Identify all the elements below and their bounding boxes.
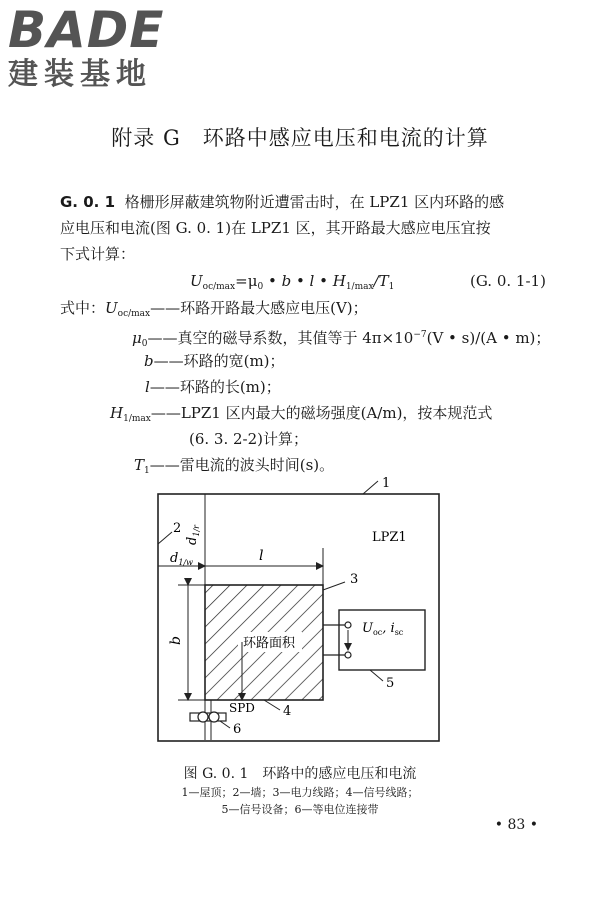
def-mu-sub: 0 — [141, 339, 148, 349]
def-u-symbol: U — [105, 299, 118, 317]
figure-legend-2: 5—信号设备；6—等电位连接带 — [221, 803, 379, 816]
formula-rhs-3-sub: 1 — [388, 282, 395, 292]
callout-2-leader — [158, 532, 172, 544]
formula-rhs-2: • b • l • H — [263, 272, 346, 290]
def-u-sub: oc/max — [117, 309, 151, 319]
def-b-symbol: b — [144, 352, 154, 370]
intro-text-1: 格栅形屏蔽建筑物附近遭雷击时，在 LPZ1 区内环路的感 — [124, 193, 505, 211]
def-u-desc: ——环路开路最大感应电压(V)； — [150, 299, 368, 317]
def-l-symbol: l — [145, 378, 150, 396]
def-t-symbol: T — [134, 456, 145, 474]
terminal-bot — [345, 652, 351, 658]
callout-1: 1 — [382, 476, 391, 491]
spd-device-2 — [209, 712, 219, 722]
intro-line-2: 应电压和电流(图 G. 0. 1)在 LPZ1 区，其开路最大感应电压宜按 — [60, 219, 491, 237]
uoc-isc-label: $U_{oc}$, $i_{sc}$ — [362, 621, 404, 637]
def-mu-desc-sup: −7 — [413, 330, 427, 340]
formula-lhs-sub: oc/max — [202, 282, 236, 292]
def-h-desc: ——LPZ1 区内最大的磁场强度(A/m)，按本规范式 — [150, 404, 493, 422]
spd-device-1 — [198, 712, 208, 722]
intro-line-3: 下式计算： — [60, 245, 136, 263]
dim-roof-label: $d_{1/r}$ — [185, 525, 201, 545]
def-b-desc: ——环路的宽(m)； — [153, 352, 285, 370]
zone-label: LPZ1 — [372, 530, 407, 545]
loop-area-label: 环路面积 — [243, 636, 296, 651]
callout-5-leader — [370, 670, 383, 681]
definition-h-cont: (6. 3. 2-2)计算； — [189, 430, 309, 448]
formula-lhs: U — [190, 272, 203, 290]
logo-subtitle: 建装基地 — [8, 57, 152, 92]
dim-b-label: b — [168, 636, 184, 645]
terminal-top — [345, 622, 351, 628]
formula-rhs-1: =μ — [235, 272, 258, 290]
def-t-sub: 1 — [144, 466, 150, 476]
signal-equipment — [339, 610, 425, 670]
formula-rhs-1-sub: 0 — [257, 282, 264, 292]
def-mu-symbol: μ — [132, 329, 142, 347]
def-t-desc: ——雷电流的波头时间(s)。 — [149, 456, 335, 474]
callout-6: 6 — [233, 722, 242, 737]
clause-number: G. 0. 1 — [60, 193, 116, 211]
callout-4-leader — [264, 700, 280, 710]
callout-3-leader — [323, 582, 345, 590]
callout-1-leader — [363, 481, 378, 494]
figure-legend-1: 1—屋顶；2—墙；3—电力线路；4—信号线路； — [181, 786, 419, 799]
callout-6-leader — [220, 721, 230, 728]
where-label: 式中： — [60, 299, 106, 317]
logo-text: BADE — [8, 1, 165, 59]
def-mu-desc-a: ——真空的磁导系数，其值等于 4π×10 — [147, 329, 414, 347]
callout-3: 3 — [350, 572, 359, 587]
dim-wall-label: $d_{1/w}$ — [170, 551, 193, 567]
formula-number: (G. 0. 1-1) — [470, 272, 546, 290]
figure-caption: 图 G. 0. 1 环路中的感应电压和电流 — [183, 766, 417, 782]
page-number: • 83 • — [494, 817, 538, 833]
formula-rhs-2-sub: 1/max — [345, 282, 374, 292]
callout-2: 2 — [173, 521, 182, 536]
def-h-symbol: H — [110, 404, 124, 422]
callout-5: 5 — [386, 676, 395, 691]
callout-4: 4 — [283, 704, 292, 719]
def-h-sub: 1/max — [123, 414, 151, 424]
def-l-desc: ——环路的长(m)； — [149, 378, 281, 396]
def-mu-desc-b: (V • s)/(A • m)； — [426, 329, 551, 347]
spd-label: SPD — [229, 701, 255, 715]
page-title: 附录 G 环路中感应电压和电流的计算 — [111, 126, 489, 150]
dim-l-label: l — [259, 548, 264, 564]
formula-rhs-3: /T — [373, 272, 389, 290]
